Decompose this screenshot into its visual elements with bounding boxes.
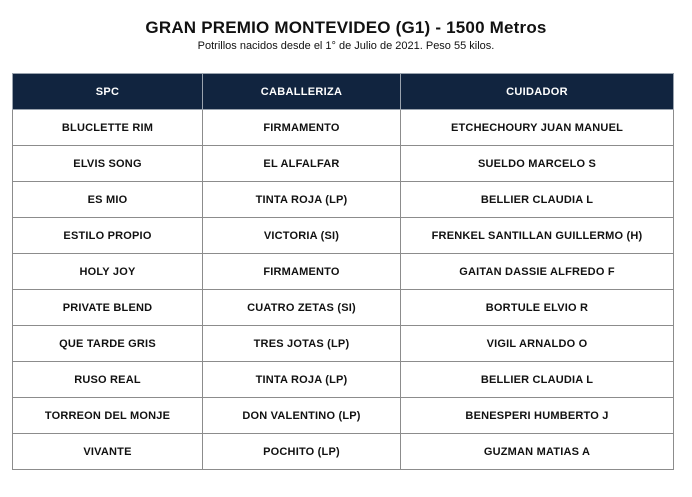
cell-spc: BLUCLETTE RIM [13, 110, 203, 146]
table-row [13, 326, 674, 362]
table-row [13, 110, 674, 146]
cell-caballeriza: EL ALFALFAR [203, 146, 401, 182]
cell-spc: ELVIS SONG [13, 146, 203, 182]
cell-caballeriza: CUATRO ZETAS (SI) [203, 290, 401, 326]
cell-cuidador: ETCHECHOURY JUAN MANUEL [401, 110, 674, 146]
page-subtitle: Potrillos nacidos desde el 1° de Julio de 2021. Peso 55 kilos. [197, 40, 495, 52]
cell-caballeriza: TRES JOTAS (LP) [203, 326, 401, 362]
cell-caballeriza: POCHITO (LP) [203, 434, 401, 470]
cell-cuidador: VIGIL ARNALDO O [401, 326, 674, 362]
cell-spc: ES MIO [13, 182, 203, 218]
cell-spc: PRIVATE BLEND [13, 290, 203, 326]
table-row [13, 254, 674, 290]
table-row [13, 362, 674, 398]
cell-cuidador: BELLIER CLAUDIA L [401, 182, 674, 218]
column-header-caballeriza: CABALLERIZA [203, 74, 401, 110]
cell-spc: RUSO REAL [13, 362, 203, 398]
cell-caballeriza: VICTORIA (SI) [203, 218, 401, 254]
cell-caballeriza: FIRMAMENTO [203, 110, 401, 146]
table-header-row [13, 74, 674, 110]
cell-caballeriza: TINTA ROJA (LP) [203, 182, 401, 218]
table-row [13, 290, 674, 326]
cell-caballeriza: TINTA ROJA (LP) [203, 362, 401, 398]
table-row [13, 182, 674, 218]
cell-spc: VIVANTE [13, 434, 203, 470]
cell-caballeriza: DON VALENTINO (LP) [203, 398, 401, 434]
table-row [13, 218, 674, 254]
table-row [13, 146, 674, 182]
cell-cuidador: GAITAN DASSIE ALFREDO F [401, 254, 674, 290]
table-row [13, 398, 674, 434]
column-header-spc: SPC [13, 74, 203, 110]
cell-cuidador: SUELDO MARCELO S [401, 146, 674, 182]
page-title: GRAN PREMIO MONTEVIDEO (G1) - 1500 Metros [145, 18, 547, 37]
cell-cuidador: BORTULE ELVIO R [401, 290, 674, 326]
cell-cuidador: BELLIER CLAUDIA L [401, 362, 674, 398]
table-header [13, 74, 674, 110]
entries-table [12, 73, 674, 470]
cell-spc: TORREON DEL MONJE [13, 398, 203, 434]
table-row [13, 434, 674, 470]
column-header-cuidador: CUIDADOR [401, 74, 674, 110]
cell-cuidador: BENESPERI HUMBERTO J [401, 398, 674, 434]
cell-spc: QUE TARDE GRIS [13, 326, 203, 362]
cell-caballeriza: FIRMAMENTO [203, 254, 401, 290]
cell-cuidador: FRENKEL SANTILLAN GUILLERMO (H) [401, 218, 674, 254]
cell-cuidador: GUZMAN MATIAS A [401, 434, 674, 470]
cell-spc: HOLY JOY [13, 254, 203, 290]
table-body [13, 110, 674, 470]
cell-spc: ESTILO PROPIO [13, 218, 203, 254]
